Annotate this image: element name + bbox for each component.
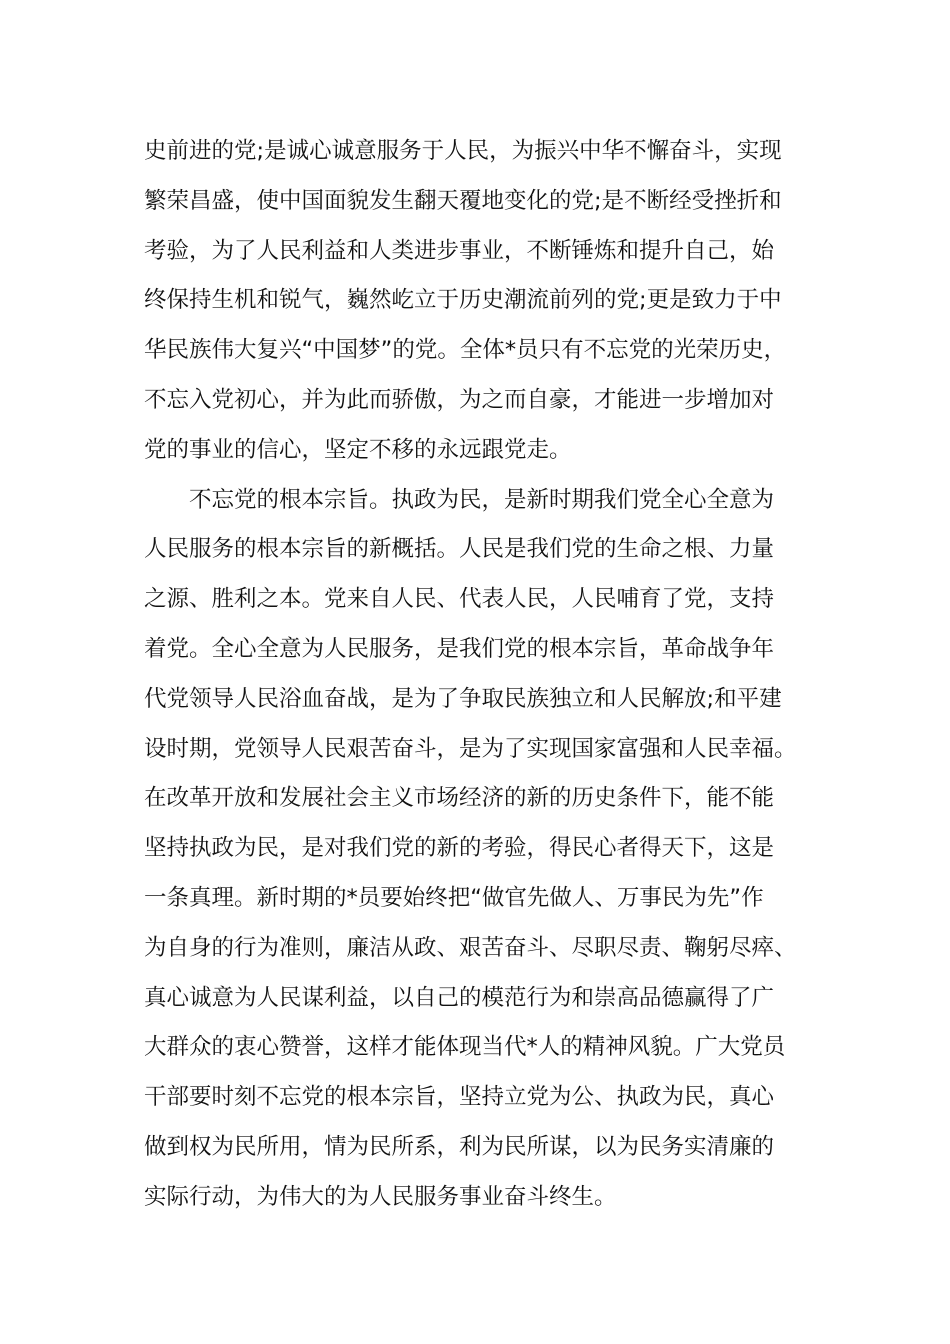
text-line: 之源、胜利之本。党来自人民、代表人民，人民哺育了党，支持 — [144, 586, 775, 613]
text-line: 着党。全心全意为人民服务，是我们党的根本宗旨，革命战争年 — [144, 635, 775, 662]
text-line: 党的事业的信心，坚定不移的永远跟党走。 — [144, 436, 572, 463]
text-line: 设时期，党领导人民艰苦奋斗，是为了实现国家富强和人民幸福。 — [144, 735, 797, 762]
text-line: 代党领导人民浴血奋战，是为了争取民族独立和人民解放;和平建 — [144, 685, 782, 712]
paragraph-1 — [144, 127, 806, 476]
text-line: 繁荣昌盛，使中国面貌发生翻天覆地变化的党;是不断经受挫折和 — [144, 187, 782, 214]
text-line: 做到权为民所用，情为民所系，利为民所谋，以为民务实清廉的 — [144, 1133, 775, 1160]
text-line: 大群众的衷心赞誉，这样才能体现当代*人的精神风貌。广大党员 — [144, 1034, 786, 1061]
text-line: 一条真理。新时期的*员要始终把“做官先做人、万事民为先”作 — [144, 884, 764, 911]
text-line: 史前进的党;是诚心诚意服务于人民，为振兴中华不懈奋斗，实现 — [144, 138, 782, 164]
text-line: 真心诚意为人民谋利益，以自己的模范行为和崇高品德赢得了广 — [144, 984, 775, 1011]
text-line: 实际行动，为伟大的为人民服务事业奋斗终生。 — [144, 1183, 617, 1210]
text-line: 人民服务的根本宗旨的新概括。人民是我们党的生命之根、力量 — [144, 536, 775, 563]
paragraph-2 — [144, 476, 806, 1223]
body-text — [144, 127, 806, 1223]
text-line: 为自身的行为准则，廉洁从政、艰苦奋斗、尽职尽责、鞠躬尽瘁、 — [144, 934, 797, 961]
text-line: 终保持生机和锐气，巍然屹立于历史潮流前列的党;更是致力于中 — [144, 287, 782, 314]
text-line: 坚持执政为民，是对我们党的新的考验，得民心者得天下，这是 — [144, 835, 775, 862]
text-line: 在改革开放和发展社会主义市场经济的新的历史条件下，能不能 — [144, 785, 775, 812]
text-line: 干部要时刻不忘党的根本宗旨，坚持立党为公、执政为民，真心 — [144, 1084, 775, 1111]
text-line: 不忘党的根本宗旨。执政为民，是新时期我们党全心全意为 — [144, 486, 775, 513]
text-line: 华民族伟大复兴“中国梦”的党。全体*员只有不忘党的光荣历史， — [144, 337, 787, 364]
text-line: 不忘入党初心，并为此而骄傲，为之而自豪，才能进一步增加对 — [144, 386, 775, 413]
text-line: 考验，为了人民利益和人类进步事业，不断锤炼和提升自己，始 — [144, 237, 775, 264]
